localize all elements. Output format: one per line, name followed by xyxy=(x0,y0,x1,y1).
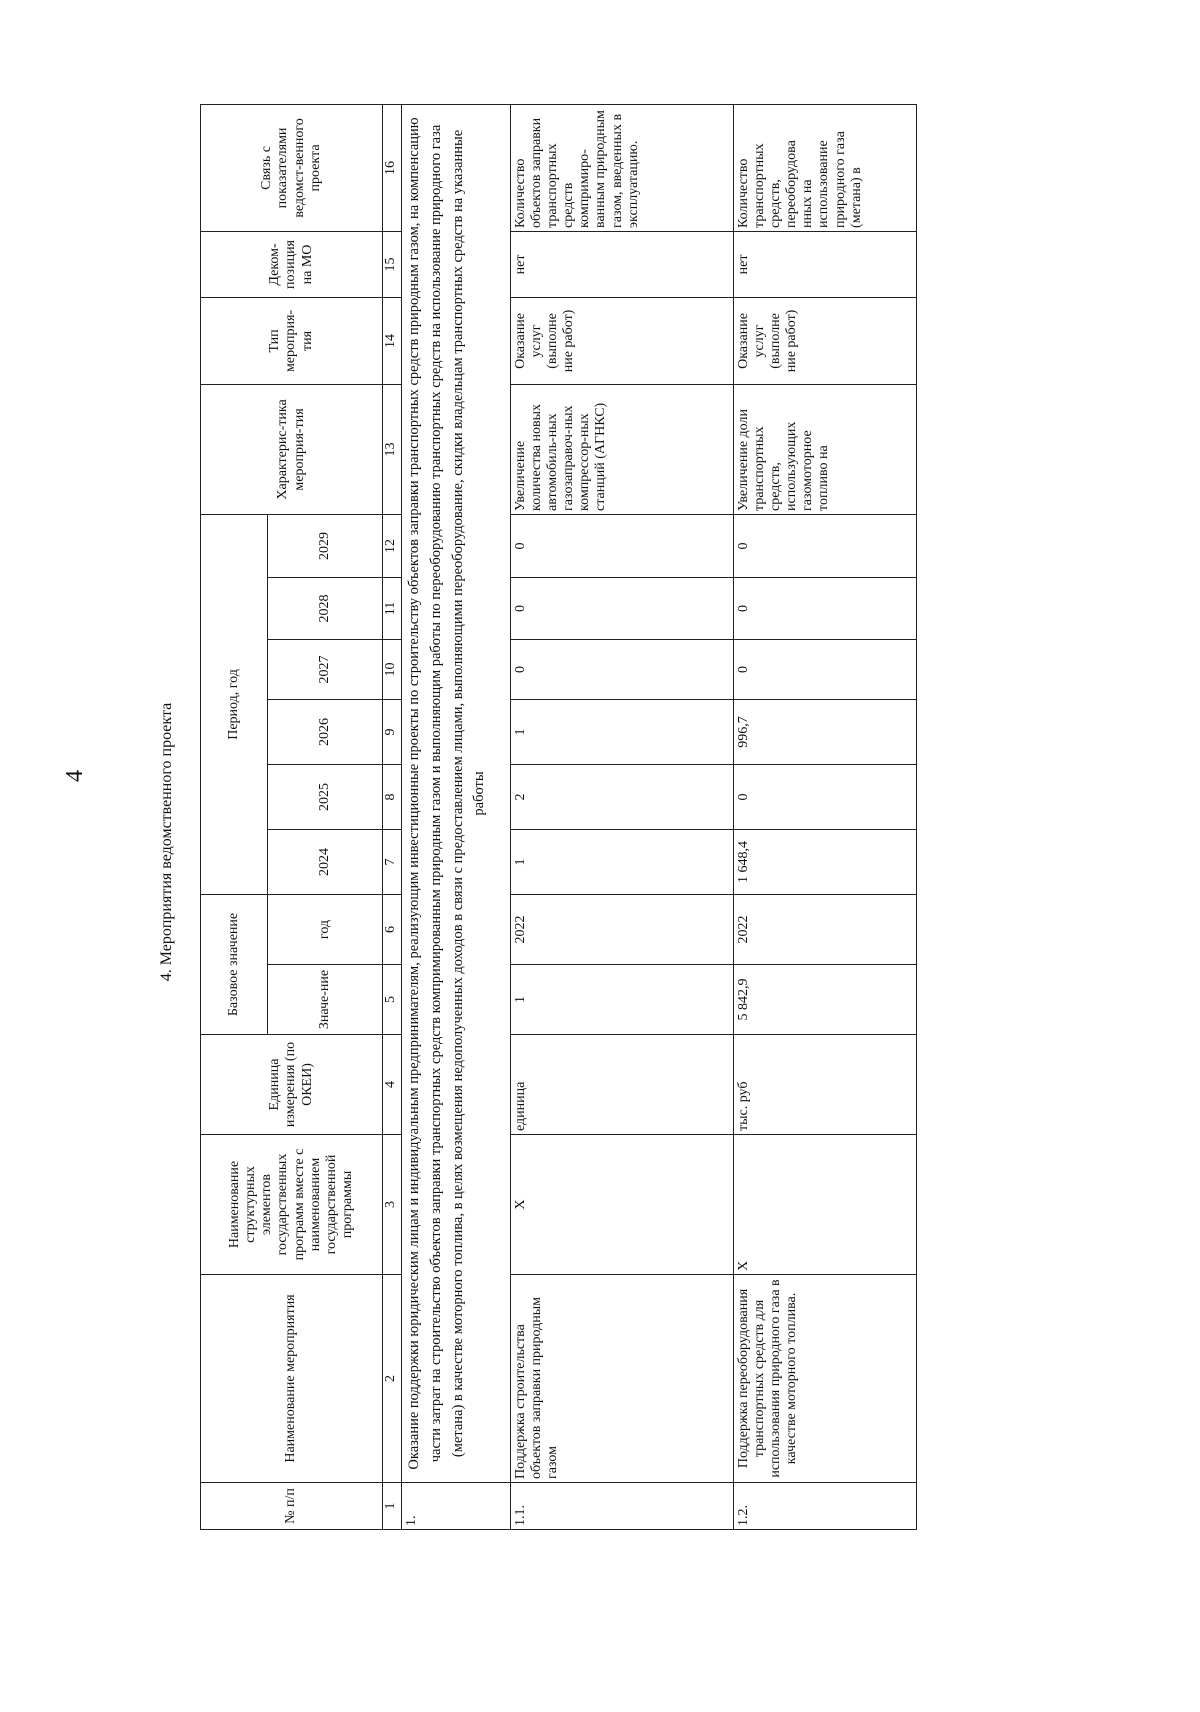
row-number: 1.1. xyxy=(511,1483,734,1530)
header-unit: Единица измерения (по ОКЕИ) xyxy=(201,1035,383,1135)
row-value-2025: 2 xyxy=(511,764,734,829)
row-base-year: 2022 xyxy=(734,894,917,964)
row-structural: X xyxy=(734,1135,917,1275)
row-base-year: 2022 xyxy=(511,894,734,964)
row-value-2025: 0 xyxy=(734,764,917,829)
row-link: Количество объектов заправки транспортных средств компримиро-ванным природным газом, введенных в эксплуатацию. xyxy=(511,104,734,231)
row-value-2027: 0 xyxy=(511,639,734,699)
row-structural: X xyxy=(511,1135,734,1275)
row-decomposition: нет xyxy=(734,231,917,297)
header-base-year: год xyxy=(268,894,383,964)
column-number: 14 xyxy=(383,297,402,384)
column-number: 9 xyxy=(383,699,402,764)
header-base-value: Значе-ние xyxy=(268,965,383,1035)
section-number: 1. xyxy=(402,1483,511,1530)
header-year: 2028 xyxy=(268,577,383,639)
header-base: Базовое значение xyxy=(201,894,268,1034)
row-value-2029: 0 xyxy=(511,514,734,577)
column-number: 15 xyxy=(383,231,402,297)
row-value-2028: 0 xyxy=(511,577,734,639)
row-value-2029: 0 xyxy=(734,514,917,577)
column-number: 2 xyxy=(383,1275,402,1483)
row-name: Поддержка переоборудования транспортных средств для использования природного газа в качестве моторного топлива. xyxy=(734,1275,917,1483)
column-number: 13 xyxy=(383,384,402,514)
row-characteristic: Увеличение доли транспортных средств, использующих газомоторное топливо на xyxy=(734,384,917,514)
table-row xyxy=(734,104,917,1529)
activities-table xyxy=(200,104,917,1530)
section-row xyxy=(402,104,511,1529)
header-link: Связь с показателями ведомст-венного проекта xyxy=(201,104,383,231)
row-unit: тыс. руб xyxy=(734,1035,917,1135)
header-year: 2027 xyxy=(268,639,383,699)
row-number: 1.2. xyxy=(734,1483,917,1530)
column-number: 16 xyxy=(383,104,402,231)
row-name: Поддержка строительства объектов заправки природным газом xyxy=(511,1275,734,1483)
page-number: 4 xyxy=(62,770,88,782)
column-number: 7 xyxy=(383,829,402,894)
header-characteristic: Характерис-тика мероприя-тия xyxy=(201,384,383,514)
row-decomposition: нет xyxy=(511,231,734,297)
header-year: 2024 xyxy=(268,829,383,894)
column-number: 10 xyxy=(383,639,402,699)
row-value-2024: 1 648,4 xyxy=(734,829,917,894)
row-unit: единица xyxy=(511,1035,734,1135)
column-numbers-row xyxy=(383,104,402,1529)
row-characteristic: Увеличение количества новых автомобиль-ных газозаправоч-ных компрессор-ных станций (АГНКС) xyxy=(511,384,734,514)
header-year: 2025 xyxy=(268,764,383,829)
column-number: 6 xyxy=(383,894,402,964)
row-value-2026: 996,7 xyxy=(734,699,917,764)
column-number: 11 xyxy=(383,577,402,639)
header-year: 2029 xyxy=(268,514,383,577)
header-name: Наименование мероприятия xyxy=(201,1275,383,1483)
row-value-2027: 0 xyxy=(734,639,917,699)
column-number: 12 xyxy=(383,514,402,577)
column-number: 1 xyxy=(383,1483,402,1530)
row-type: Оказание услуг (выполне ние работ) xyxy=(511,297,734,384)
table-row xyxy=(511,104,734,1529)
column-number: 4 xyxy=(383,1035,402,1135)
header-number: № п/п xyxy=(201,1483,383,1530)
row-value-2024: 1 xyxy=(511,829,734,894)
row-link: Количество транспортных средств, переоборудова нных на использование природного газа (метана) в xyxy=(734,104,917,231)
header-structural: Наименование структурных элементов государственных программ вместе с наименованием государственной программы xyxy=(201,1135,383,1275)
header-type: Тип мероприя-тия xyxy=(201,297,383,384)
page-title: 4. Мероприятия ведомственного проекта xyxy=(158,702,175,982)
row-base-value: 5 842,9 xyxy=(734,965,917,1035)
header-year: 2026 xyxy=(268,699,383,764)
row-value-2026: 1 xyxy=(511,699,734,764)
section-text: Оказание поддержки юридическим лицам и индивидуальным предпринимателям, реализующим инвестиционные проекты по строительству объектов заправки транспортных средств природным газом, на компенсацию части затрат на строительство объектов заправки транспортных средств компримированным природным газом и выполняющим работы по переоборудованию транспортных средств на использование природного газа (метана) в качестве моторного топлива, в целях возмещения недополученных доходов в связи с предоставлением лицами, выполняющими переоборудование, скидки владельцам транспортных средств на указанные работы xyxy=(402,104,511,1482)
header-period: Период, год xyxy=(201,514,268,894)
row-base-value: 1 xyxy=(511,965,734,1035)
column-number: 5 xyxy=(383,965,402,1035)
header-decomposition: Деком-позиция на МО xyxy=(201,231,383,297)
row-value-2028: 0 xyxy=(734,577,917,639)
column-number: 8 xyxy=(383,764,402,829)
row-type: Оказание услуг (выполне ние работ) xyxy=(734,297,917,384)
column-number: 3 xyxy=(383,1135,402,1275)
